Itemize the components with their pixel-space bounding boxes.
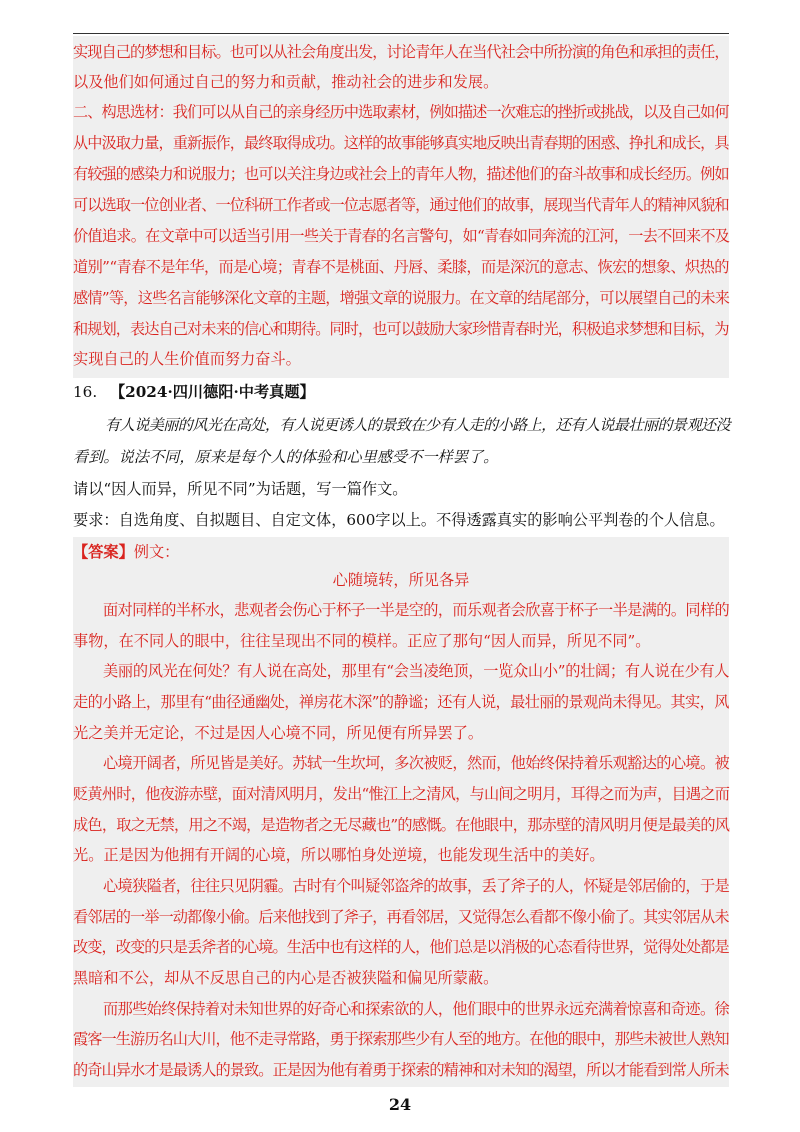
question-header <box>73 382 315 402</box>
essay-line: 看邻居的一举一动都像小偷。后来他找到了斧子，再看邻居，又觉得怎么看都不像小偷了。其实邻居从未 <box>73 908 729 926</box>
essay-line: 光之美并无定论，不过是因人心境不同，所见便有所异罢了。 <box>73 724 484 742</box>
essay-line: 贬黄州时，他夜游赤壁，面对清风明月，发出“惟江上之清风，与山间之明月，耳得之而为声，目遇之而 <box>73 785 730 803</box>
answer-label-row <box>73 542 179 562</box>
text-line: 价值追求。在文章中可以适当引用一些关于青春的名言警句，如“青春如同奔流的江河，一去不回来不及 <box>73 227 730 245</box>
essay-line: 心境开阔者，所见皆是美好。苏轼一生坎坷，多次被贬，然而，他始终保持着乐观豁达的心境。被 <box>103 754 730 772</box>
answer-block-previous <box>73 36 729 378</box>
header-rule <box>73 33 729 34</box>
text-line: 以及他们如何通过自己的努力和贡献，推动社会的进步和发展。 <box>73 73 499 91</box>
essay-line: 的奇山异水才是最诱人的景致。正是因为他有着勇于探索的精神和对未知的渴望，所以才能看到常人所未 <box>73 1061 729 1079</box>
essay-line: 美丽的风光在何处？有人说在高处，那里有“会当凌绝顶，一览众山小”的壮阔；有人说在少有人 <box>103 662 730 680</box>
prompt-line: 有人说美丽的风光在高处，有人说更诱人的景致在少有人走的小路上，还有人说最壮丽的景观还没 <box>105 416 731 434</box>
text-line: 和规划，表达自己对未来的信心和期待。同时，也可以鼓励大家珍惜青春时光，积极追求梦想和目标，为 <box>73 320 729 338</box>
essay-title: 心随境转，所见各异 <box>332 571 470 589</box>
essay-line: 黑暗和不公，却从不反思自己的内心是否被狭隘和偏见所蒙蔽。 <box>73 969 499 987</box>
essay-line: 面对同样的半杯水，悲观者会伤心于杯子一半是空的，而乐观者会欣喜于杯子一半是满的。同样的 <box>103 601 730 619</box>
text-line: 道别”“青春不是年华，而是心境；青春不是桃面、丹唇、柔膝，而是深沉的意志、恢宏的想象、炽热的 <box>73 258 729 276</box>
essay-line: 走的小路上，那里有“曲径通幽处，禅房花木深”的静谧；还有人说，最壮丽的景观尚未得见。其实，风 <box>73 693 729 711</box>
question-number: 16. <box>73 383 98 401</box>
essay-line: 心境狭隘者，往往只见阴霾。古时有个叫疑邻盗斧的故事，丢了斧子的人，怀疑是邻居偷的，于是 <box>103 877 730 895</box>
essay-line: 改变，改变的只是丢斧者的心境。生活中也有这样的人，他们总是以消极的心态看待世界，觉得处处都是 <box>73 938 729 956</box>
answer-label-suffix: 例文： <box>133 543 180 561</box>
essay-line: 光。正是因为他拥有开阔的心境，所以哪怕身处逆境，也能发现生活中的美好。 <box>73 846 605 864</box>
text-line: 实现自己的人生价值而努力奋斗。 <box>73 350 301 368</box>
text-line: 二、构思选材：我们可以从自己的亲身经历中选取素材，例如描述一次难忘的挫折或挑战，以及自己如何 <box>73 103 729 121</box>
text-line: 实现自己的梦想和目标。也可以从社会角度出发，讨论青年人在当代社会中所扮演的角色和承担的责任， <box>73 43 729 61</box>
essay-line: 事物，在不同人的眼中，往往呈现出不同的模样。正应了那句“因人而异，所见不同”。 <box>73 632 651 650</box>
answer-label: 【答案】 <box>73 543 134 561</box>
question-requirement: 要求：自选角度、自拟题目、自定文体，600字以上。不得透露真实的影响公平判卷的个人信息。 <box>73 511 725 529</box>
text-line: 感情”等，这些名言能够深化文章的主题，增强文章的说服力。在文章的结尾部分，可以展望自己的未来 <box>73 289 730 307</box>
question-topic: 请以“因人而异，所见不同”为话题，写一篇作文。 <box>73 480 408 498</box>
answer-block <box>73 537 729 1087</box>
essay-line: 霞客一生游历名山大川，他不走寻常路，勇于探索那些少有人至的地方。在他的眼中，那些未被世人熟知 <box>73 1030 729 1048</box>
text-line: 从中汲取力量，重新振作，最终取得成功。这样的故事能够真实地反映出青春期的困惑、挣扎和成长，具 <box>73 134 729 152</box>
question-source: 【2024·四川德阳·中考真题】 <box>109 383 315 401</box>
prompt-line: 看到。说法不同，原来是每个人的体验和心里感受不一样罢了。 <box>73 448 499 466</box>
essay-line: 成色，取之无禁，用之不竭，是造物者之无尽藏也”的感慨。在他眼中，那赤壁的清风明月便是最美的风 <box>73 816 730 834</box>
essay-line: 而那些始终保持着对未知世界的好奇心和探索欲的人，他们眼中的世界永远充满着惊喜和奇迹。徐 <box>103 1000 730 1018</box>
text-line: 有较强的感染力和说服力；也可以关注身边或社会上的青年人物，描述他们的奋斗故事和成长经历。例如 <box>73 165 729 183</box>
page-number: 24 <box>388 1095 412 1114</box>
text-line: 可以选取一位创业者、一位科研工作者或一位志愿者等，通过他们的故事，展现当代青年人的精神风貌和 <box>73 196 729 214</box>
